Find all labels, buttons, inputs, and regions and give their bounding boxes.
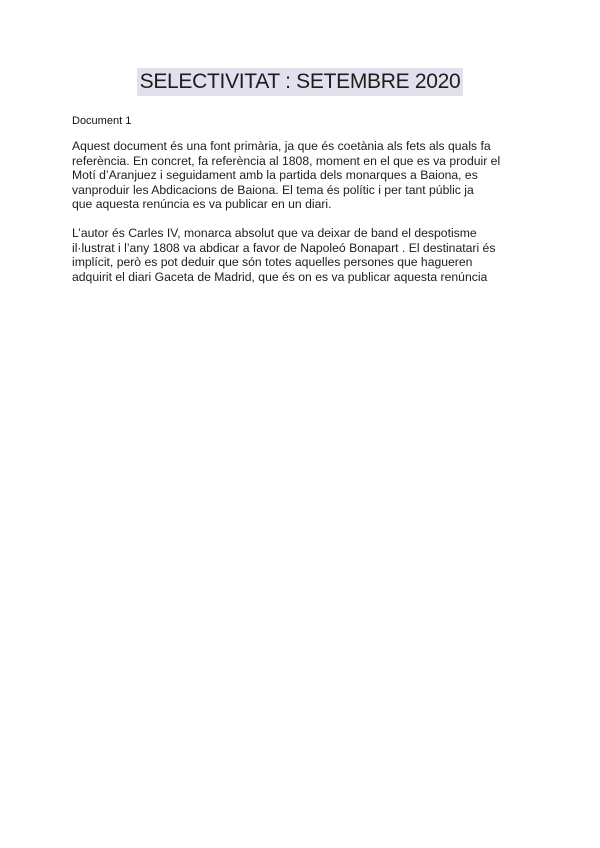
title-container <box>0 68 600 96</box>
paragraph-line: vanproduir les Abdicacions de Baiona. El tema és polític i per tant públic ja <box>72 182 474 197</box>
paragraph-line: referència. En concret, fa referència al 1808, moment en el que es va produir el <box>72 153 501 168</box>
paragraph-1 <box>72 139 532 212</box>
page-title: SELECTIVITAT : SETEMBRE 2020 <box>137 68 464 96</box>
paragraph-line: L’autor és Carles IV, monarca absolut que va deixar de band el despotisme <box>72 226 477 240</box>
section-label: Document 1 <box>72 115 132 127</box>
paragraph-line: il·lustrat i l’any 1808 va abdicar a favor de Napoleó Bonapart . El destinatari és <box>72 240 496 255</box>
paragraph-2 <box>72 226 532 284</box>
paragraph-line: implícit, però es pot deduir que són totes aquelles persones que hagueren <box>72 255 473 269</box>
paragraph-line: Motí d’Aranjuez i seguidament amb la partida dels monarques a Baiona, es <box>72 168 478 182</box>
paragraph-line: Aquest document és una font primària, ja que és coetània als fets als quals fa <box>72 139 491 153</box>
paragraph-line: adquirit el diari Gaceta de Madrid, que és on es va publicar aquesta renúncia <box>72 269 488 284</box>
paragraph-line: que aquesta renúncia es va publicar en un diari. <box>72 197 332 211</box>
